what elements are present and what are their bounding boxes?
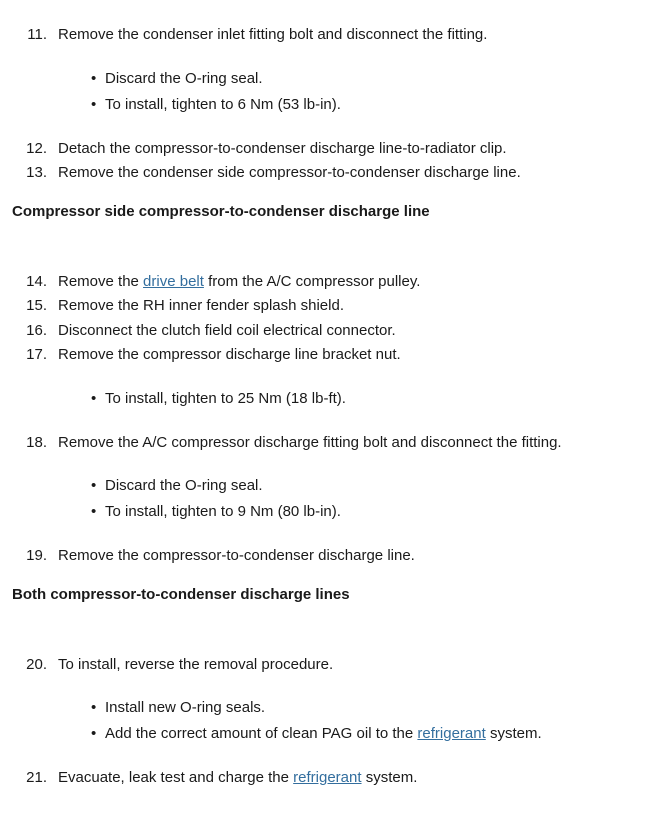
procedure-step: Remove the A/C compressor discharge fitting bolt and disconnect the fitting. • Discard the O-ring seal. • To install, tighten to 9 Nm (80 lb-in). (58, 431, 659, 526)
procedure-step: Remove the drive belt from the A/C compressor pulley. (58, 272, 421, 290)
procedure-step: Evacuate, leak test and charge the refrigerant system. (58, 769, 418, 786)
procedure-step: Remove the compressor-to-condenser discharge line. (58, 547, 415, 564)
sub-bullet-list (58, 386, 659, 412)
sub-bullet-list (58, 66, 659, 118)
procedure-step: Remove the compressor discharge line bracket nut. • To install, tighten to 25 Nm (18 lb-ft). (58, 343, 659, 412)
procedure-step: Disconnect the clutch field coil electrical connector. (58, 321, 396, 339)
sub-bullet-list (58, 473, 659, 525)
drive-belt-link[interactable]: drive belt (143, 272, 204, 290)
sub-bullet: • To install, tighten to 6 Nm (53 lb-in). (105, 92, 659, 118)
section-heading: Both compressor-to-condenser discharge lines (12, 585, 350, 603)
procedure-step: Remove the RH inner fender splash shield. (58, 297, 344, 314)
procedure-step: Detach the compressor-to-condenser discharge line-to-radiator clip. (58, 139, 507, 157)
sub-bullet: • Install new O-ring seals. (105, 695, 659, 721)
sub-bullet: • To install, tighten to 25 Nm (18 lb-ft). (105, 386, 659, 412)
procedure-step-list (12, 653, 659, 791)
sub-bullet: • To install, tighten to 9 Nm (80 lb-in). (105, 499, 659, 525)
procedure-step: Remove the condenser inlet fitting bolt and disconnect the fitting. • Discard the O-ring seal. • To install, tighten to 6 Nm (53 lb-in). (58, 23, 659, 118)
procedure-step-list (12, 23, 659, 186)
refrigerant-link[interactable]: refrigerant (293, 769, 362, 786)
refrigerant-link[interactable]: refrigerant (417, 725, 486, 742)
sub-bullet: • Add the correct amount of clean PAG oil to the refrigerant system. (105, 721, 659, 747)
sub-bullet: • Discard the O-ring seal. (105, 66, 659, 92)
procedure-step-list (12, 270, 659, 569)
section-heading: Compressor side compressor-to-condenser discharge line (12, 202, 430, 220)
procedure-step: To install, reverse the removal procedure. • Install new O-ring seals. • Add the correct amount of clean PAG oil to the refrigerant system. (58, 653, 659, 748)
sub-bullet-list (58, 695, 659, 747)
sub-bullet: • Discard the O-ring seal. (105, 473, 659, 499)
procedure-step: Remove the condenser side compressor-to-condenser discharge line. (58, 164, 521, 181)
